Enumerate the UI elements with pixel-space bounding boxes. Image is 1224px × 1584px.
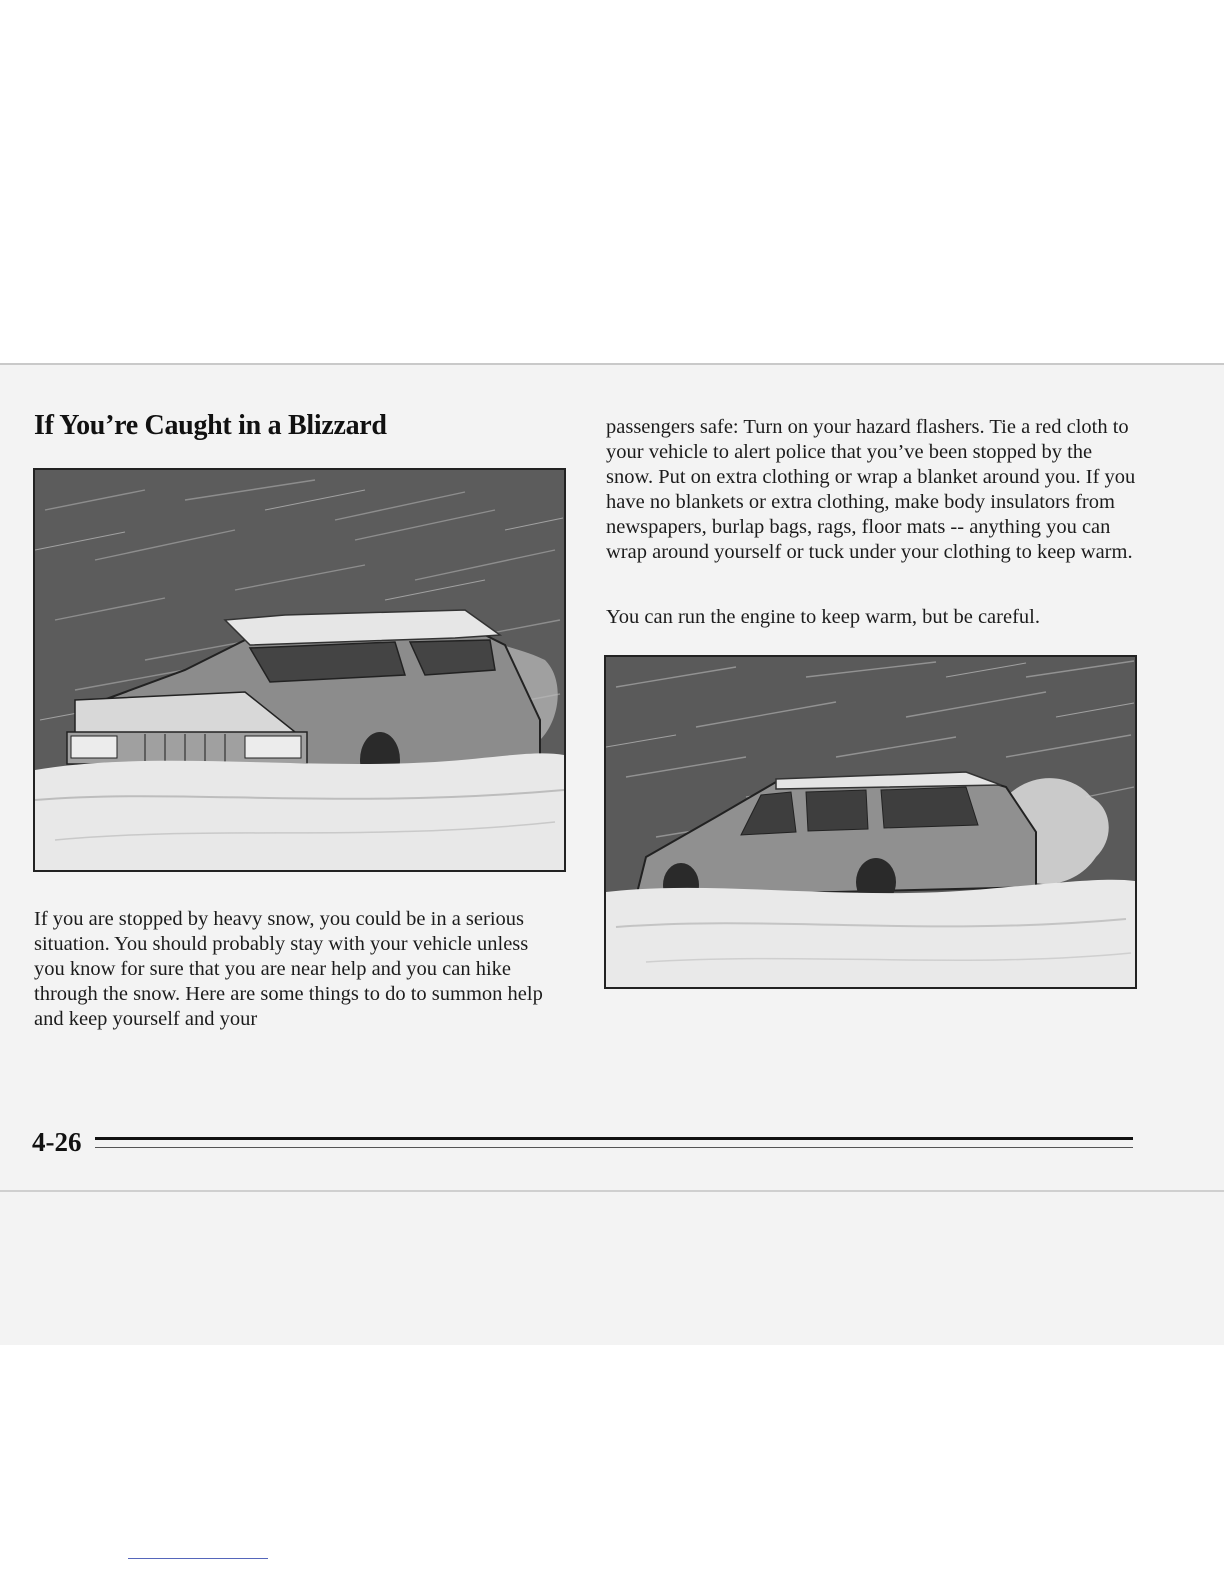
body-paragraph-right-1: passengers safe: Turn on your hazard flashers. Tie a red cloth to your vehicle to alert police that you’ve been stopped by the snow. Put on extra clothing or wrap a blanket around you. If you have no blankets or extra clothing, make body insulators from newspapers, burlap bags, rags, floor mats -- anything you can wrap around yourself or tuck under your clothing to keep warm. [606, 416, 1136, 563]
section-title: If You’re Caught in a Blizzard [34, 410, 387, 441]
car-in-blizzard-icon [35, 470, 564, 870]
car-exhaust-snowdrift-icon [606, 657, 1135, 987]
body-paragraph-right-2: You can run the engine to keep warm, but be careful. [606, 606, 1040, 628]
car-with-exhaust-in-snow-illustration [604, 655, 1137, 989]
footer-rule-thin [95, 1147, 1133, 1148]
page-bottom-edge [0, 1190, 1224, 1192]
page-number: 4-26 [32, 1127, 82, 1157]
footer-underline-mark [128, 1558, 268, 1559]
car-stuck-in-snow-illustration [33, 468, 566, 872]
footer-rule-thick [95, 1137, 1133, 1140]
body-paragraph-left: If you are stopped by heavy snow, you could be in a serious situation. You should probably stay with your vehicle unless you know for sure that you are near help and you can hike through the snow. Here are some things to do to summon help and keep yourself and your [34, 908, 543, 1030]
